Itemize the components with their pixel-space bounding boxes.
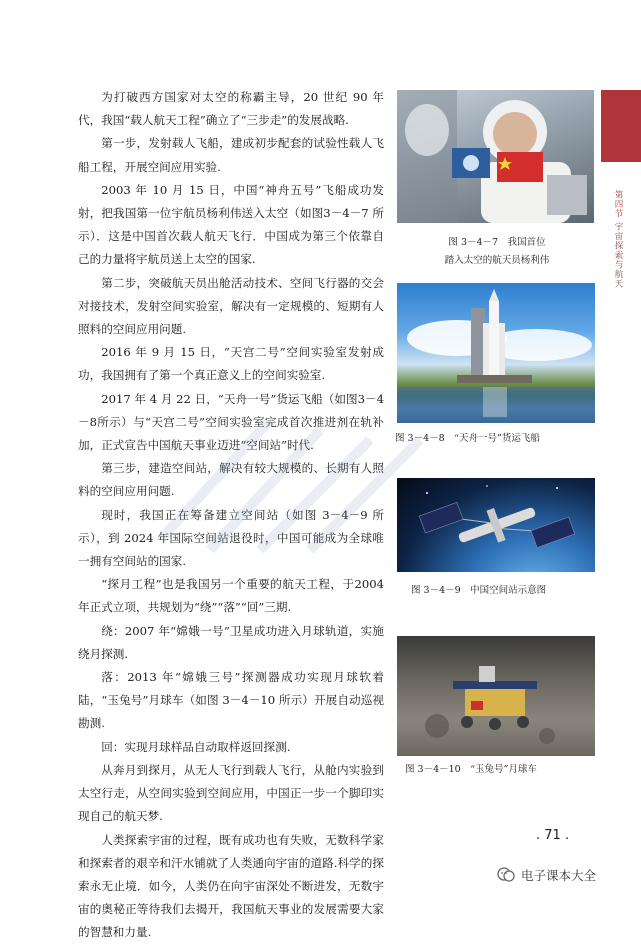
space-station-photo [397,478,595,572]
rocket-photo [397,283,595,423]
paragraph: 从奔月到探月，从无人飞行到载人飞行，从舱内实验到太空行走，从空间实验到空间应用，中国正一步一个脚印实现自己的航天梦. [78,762,384,824]
figure-caption: 图 3－4－9 中国空间站示意图 [411,585,547,596]
paragraph: 人类探索宇宙的过程，既有成功也有失败，无数科学家和探索者的艰辛和汗水铺就了人类通向宇宙的道路.科学的探索永无止境．如今，人类仍在向宇宙深处不断进发，无数宇宙的奥秘正等待我们去揭开，我国航天事业的发展需要大家的智慧和力量. [78,832,384,940]
paragraph: “探月工程”也是我国另一个重要的航天工程，于2004 年正式立项，共规划为“绕”“落”“回”三期. [78,577,384,615]
paragraph: 回：实现月球样品自动取样返回探测. [101,739,291,754]
section-number: 第四节 [613,190,623,219]
paragraph: 2017 年 4 月 22 日，“天舟一号”货运飞船（如图3－4－8所示）与“天宫二号”空间实验室完成首次推进剂在轨补加，正式宣告中国航天事业迈进“空间站”时代. [78,391,384,453]
brand-name: 电子课本大全 [521,868,597,883]
figure-caption [427,234,567,270]
paragraph: 第三步，建造空间站，解决有较大规模的、长期有人照料的空间应用问题. [78,461,384,499]
figure-caption: 图 3－4－8 “天舟一号”货运飞船 [395,433,540,444]
paragraph: 2016 年 9 月 15 日，“天宫二号”空间实验室发射成功，我国拥有了第一个真正意义上的空间实验室. [78,345,384,383]
chapter-tab [601,90,641,162]
page-number: . 71 . [536,828,570,843]
paragraph: 绕：2007 年“嫦娥一号”卫星成功进入月球轨道，实施绕月探测. [78,623,384,661]
paragraph: 落：2013 年“嫦娥三号”探测器成功实现月球软着陆，“玉兔号”月球车（如图 3－4－10 所示）开展自动巡视勘测. [78,670,384,731]
wechat-icon [496,865,516,885]
paragraph: 第二步，突破航天员出舱活动技术、空间飞行器的交会对接技术，发射空间实验室，解决有一定规模的、短期有人照料的空间应用问题. [78,275,384,337]
caption-line: 图 3－4－7 我国首位 [448,237,546,248]
astronaut-photo [397,90,594,223]
figure-caption: 图 3－4－10 “玉兔号”月球车 [405,764,537,775]
caption-line: 踏入太空的航天员杨利伟 [444,255,550,266]
section-tab-label [610,190,624,289]
paragraph: 现时，我国正在筹备建立空间站（如图 3－4－9 所示），到 2024 年国际空间站退役时，中国可能成为全球唯一拥有空间站的国家. [78,507,384,569]
rover-photo [397,636,595,756]
main-text [78,86,384,945]
paragraph: 第一步，发射载人飞船，建成初步配套的试验性载人飞船工程，开展空间应用实验. [78,136,384,174]
paragraph: 2003 年 10 月 15 日，中国“神舟五号”飞船成功发射，把我国第一位宇航员杨利伟送入太空（如图3－4－7 所示）．这是中国首次载人航天飞行．中国成为第三个依靠自己的力量将宇航员送上太空的国家. [78,182,384,267]
paragraph: 为打破西方国家对太空的称霸主导，20 世纪 90 年代，我国“载人航天工程”确立了“三步走”的发展战略. [78,90,384,128]
section-title: 宇宙探索与航天 [613,222,623,289]
footer-brand [496,864,596,886]
